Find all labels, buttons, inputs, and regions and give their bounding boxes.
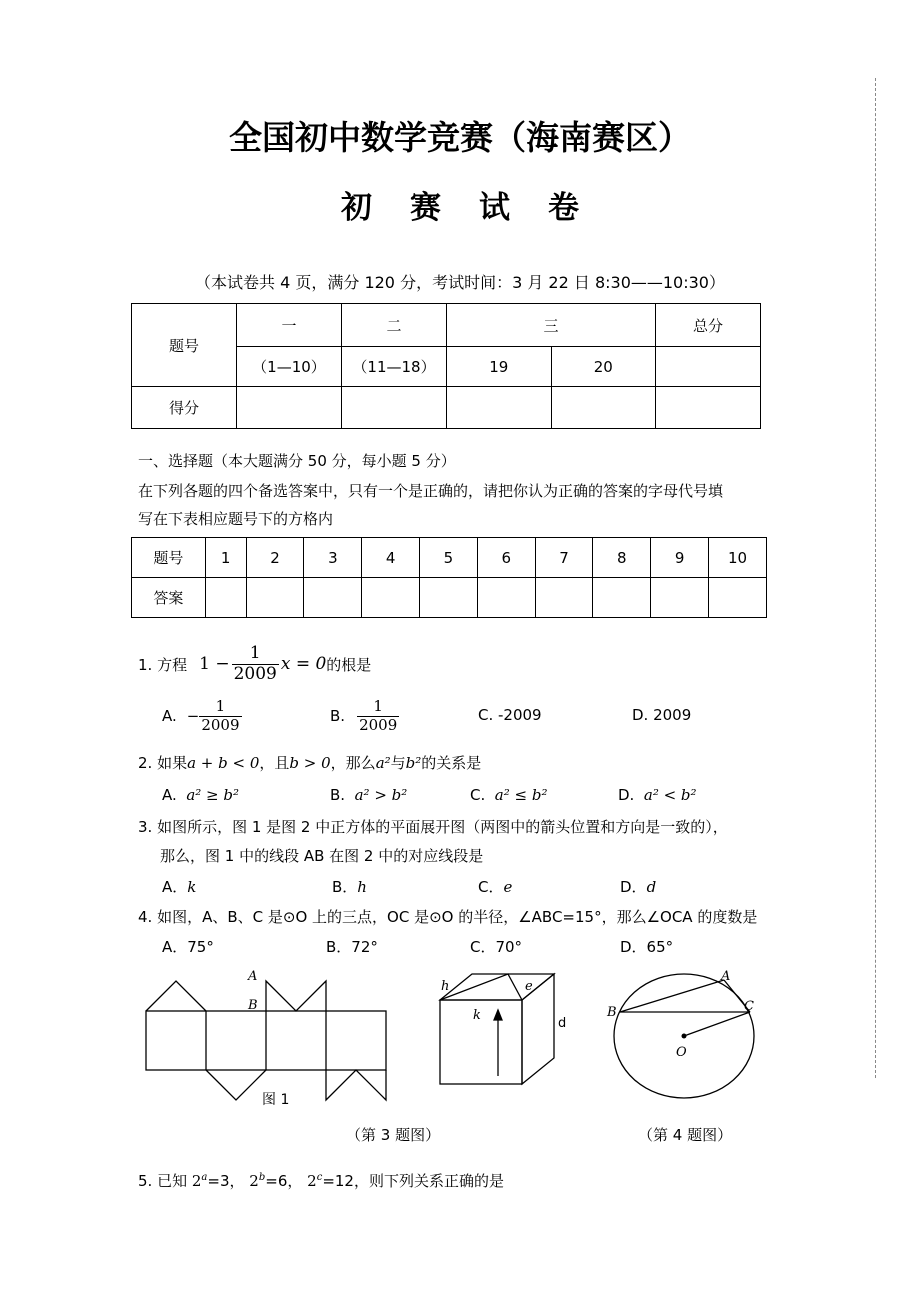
answer-input-cell[interactable] xyxy=(651,578,709,618)
answer-input-cell[interactable] xyxy=(420,578,478,618)
circle-label-c: C xyxy=(744,999,754,1014)
q2-prefix: 2. 如果 xyxy=(138,754,188,772)
circle-label-b: B xyxy=(607,1005,617,1020)
q5-exp-a: a xyxy=(201,1172,208,1183)
q3-a-val: k xyxy=(187,878,197,896)
answer-input-cell[interactable] xyxy=(477,578,535,618)
section-1-range: （1—10） xyxy=(237,347,342,387)
q2-option-c xyxy=(470,786,547,804)
total-empty xyxy=(656,347,761,387)
q1-option-a xyxy=(162,693,242,739)
q2-c-expr: a² ≤ b² xyxy=(494,786,548,804)
q4-option-c: C．70° xyxy=(470,938,523,956)
q3-option-a xyxy=(162,876,196,897)
q4-option-d: D．65° xyxy=(620,938,674,956)
q1-expr-left: 1 − xyxy=(199,654,230,674)
option-label: D． xyxy=(620,878,647,896)
chord-ba xyxy=(620,980,724,1012)
q2-var-1: a² xyxy=(375,754,391,772)
answer-row-label-answer: 答案 xyxy=(132,578,206,618)
q1-a-num: 1 xyxy=(199,698,241,716)
q3-line-1: 3. 如图所示，图 1 是图 2 中正方体的平面展开图（两图中的箭头位置和方向是一致的）， xyxy=(138,818,728,836)
score-table xyxy=(131,303,761,429)
q5-base-2: 2 xyxy=(249,1172,259,1190)
answer-number-cell: 2 xyxy=(246,538,304,578)
q5-text-2: =6， xyxy=(265,1172,303,1190)
q3-option-c xyxy=(478,876,512,897)
exam-info: （本试卷共 4 页，满分 120 分，考试时间：3 月 22 日 8:30——10:30） xyxy=(195,273,725,292)
q1-fraction xyxy=(232,644,279,684)
answer-input-cell[interactable] xyxy=(362,578,420,618)
q5-text-1: =3， xyxy=(207,1172,245,1190)
q2-suffix: 的关系是 xyxy=(421,754,482,772)
q1-b-den: 2009 xyxy=(359,715,398,734)
q1-option-b xyxy=(330,693,399,739)
question-19: 19 xyxy=(447,347,552,387)
q5-exp-b: b xyxy=(258,1172,266,1183)
score-cell[interactable] xyxy=(237,387,342,429)
circle-label-o: O xyxy=(676,1045,687,1060)
option-label: D. xyxy=(618,786,635,804)
q1-b-num: 1 xyxy=(357,698,399,716)
q4-option-b: B．72° xyxy=(326,938,378,956)
q2-option-b xyxy=(330,786,407,804)
q3-c-val: e xyxy=(503,878,513,896)
answer-row-label-number: 题号 xyxy=(132,538,206,578)
score-cell[interactable] xyxy=(342,387,447,429)
q2-b-expr: a² > b² xyxy=(354,786,408,804)
net-top-triangle-left xyxy=(146,981,206,1011)
q1-expr-right: x = 0 xyxy=(280,654,327,674)
question-5 xyxy=(138,1170,504,1191)
answer-table xyxy=(131,537,767,618)
question-2 xyxy=(138,752,481,773)
question-1 xyxy=(138,640,371,688)
answer-number-cell: 4 xyxy=(362,538,420,578)
q5-text-3: =12，则下列关系正确的是 xyxy=(322,1172,504,1190)
q2-mid-2: ，那么 xyxy=(330,754,376,772)
q3-line-2: 那么，图 1 中的线段 AB 在图 2 中的对应线段是 xyxy=(160,847,484,865)
option-label: B． xyxy=(332,878,358,896)
q3-option-b xyxy=(332,876,367,897)
option-label: A． xyxy=(162,878,188,896)
answer-input-cell[interactable] xyxy=(304,578,362,618)
answer-number-cell: 9 xyxy=(651,538,709,578)
answer-input-cell[interactable] xyxy=(246,578,304,618)
option-label: C． xyxy=(478,878,504,896)
page-title: 全国初中数学竞赛（海南赛区） xyxy=(229,118,691,157)
q2-mid: ，且 xyxy=(259,754,290,772)
figures xyxy=(0,960,920,1150)
net-top-triangle-right xyxy=(266,981,326,1011)
q4-option-a: A．75° xyxy=(162,938,214,956)
net-label-a: A xyxy=(248,969,258,984)
q2-option-a xyxy=(162,786,239,804)
net-bottom-triangle-left xyxy=(206,1070,266,1100)
q1-frac-num: 1 xyxy=(232,644,279,665)
q5-base-1: 2 xyxy=(191,1172,202,1190)
cube-top-diagonal xyxy=(440,974,522,1000)
section-2-range: （11—18） xyxy=(342,347,447,387)
answer-number-cell: 6 xyxy=(477,538,535,578)
option-label: A. xyxy=(162,786,177,804)
q1-prefix: 1. 方程 xyxy=(138,655,188,674)
cube-front xyxy=(440,1000,522,1084)
section-3-header: 三 xyxy=(447,304,656,347)
q3-option-d xyxy=(620,876,656,897)
section-2-header: 二 xyxy=(342,304,447,347)
caption-fig-3: （第 3 题图） xyxy=(346,1126,441,1144)
center-point xyxy=(682,1034,687,1039)
page-subtitle: 初赛试卷 xyxy=(341,190,617,226)
q1-a-den: 2009 xyxy=(201,715,240,734)
section-1-instruction-1: 在下列各题的四个备选答案中，只有一个是正确的，请把你认为正确的答案的字母代号填 xyxy=(138,482,724,500)
q1-suffix: 的根是 xyxy=(326,655,372,674)
q1-a-fraction xyxy=(199,698,241,734)
q5-exp-c: c xyxy=(316,1172,323,1183)
q1-option-d: D. 2009 xyxy=(632,706,692,724)
answer-number-cell: 8 xyxy=(593,538,651,578)
q1-b-fraction xyxy=(357,698,399,734)
q5-base-3: 2 xyxy=(307,1172,317,1190)
cube-net-figure xyxy=(146,981,386,1100)
answer-number-cell: 7 xyxy=(535,538,593,578)
radius-oc xyxy=(684,1012,750,1036)
cube-figure xyxy=(440,974,554,1084)
cube-label-h: h xyxy=(441,979,450,994)
section-1-header: 一 xyxy=(237,304,342,347)
cube-label-e: e xyxy=(525,979,533,994)
row-label-score: 得分 xyxy=(132,387,237,429)
net-bottom-triangle-right xyxy=(326,1070,386,1100)
q3-d-val: d xyxy=(646,878,657,896)
q1-option-c: C. -2009 xyxy=(478,706,542,724)
option-label: A. xyxy=(162,707,177,725)
answer-number-cell: 10 xyxy=(709,538,767,578)
q1-a-sign: − xyxy=(186,707,200,725)
answer-input-cell[interactable] xyxy=(205,578,246,618)
cube-label-d: d xyxy=(558,1016,567,1031)
q2-cond-1: a + b < 0 xyxy=(187,754,260,772)
answer-number-cell: 1 xyxy=(205,538,246,578)
score-cell[interactable] xyxy=(447,387,552,429)
total-header: 总分 xyxy=(656,304,761,347)
caption-fig-4: （第 4 题图） xyxy=(638,1126,733,1144)
circle-label-a: A xyxy=(721,969,731,984)
q2-var-2: b² xyxy=(405,754,422,772)
q2-option-d xyxy=(618,786,697,804)
cube-label-k: k xyxy=(473,1008,481,1023)
section-1-instruction-2: 写在下表相应题号下的方格内 xyxy=(138,510,334,528)
binding-margin-line xyxy=(875,78,876,1078)
q4-line-1: 4. 如图，A、B、C 是⊙O 上的三点，OC 是⊙O 的半径，∠ABC=15°，那么∠OCA 的度数是 xyxy=(138,908,758,926)
option-label: B. xyxy=(330,707,346,725)
answer-input-cell[interactable] xyxy=(535,578,593,618)
q3-b-val: h xyxy=(357,878,367,896)
section-1-heading: 一、选择题（本大题满分 50 分，每小题 5 分） xyxy=(138,452,456,470)
q1-frac-den: 2009 xyxy=(233,663,277,684)
option-label: C. xyxy=(470,786,486,804)
q2-a-expr: a² ≥ b² xyxy=(186,786,239,804)
answer-number-cell: 5 xyxy=(420,538,478,578)
q5-prefix: 5. 已知 xyxy=(138,1172,188,1190)
net-caption: 图 1 xyxy=(262,1092,290,1108)
cube-arrow-head xyxy=(494,1010,502,1020)
net-label-b: B xyxy=(248,998,258,1013)
answer-input-cell[interactable] xyxy=(709,578,767,618)
question-20: 20 xyxy=(551,347,656,387)
option-label: B. xyxy=(330,786,346,804)
score-cell[interactable] xyxy=(551,387,656,429)
answer-input-cell[interactable] xyxy=(593,578,651,618)
row-label-number: 题号 xyxy=(132,304,237,387)
q2-and: 与 xyxy=(390,754,406,772)
q2-d-expr: a² < b² xyxy=(643,786,697,804)
score-cell[interactable] xyxy=(656,387,761,429)
answer-number-cell: 3 xyxy=(304,538,362,578)
q2-cond-2: b > 0 xyxy=(289,754,331,772)
